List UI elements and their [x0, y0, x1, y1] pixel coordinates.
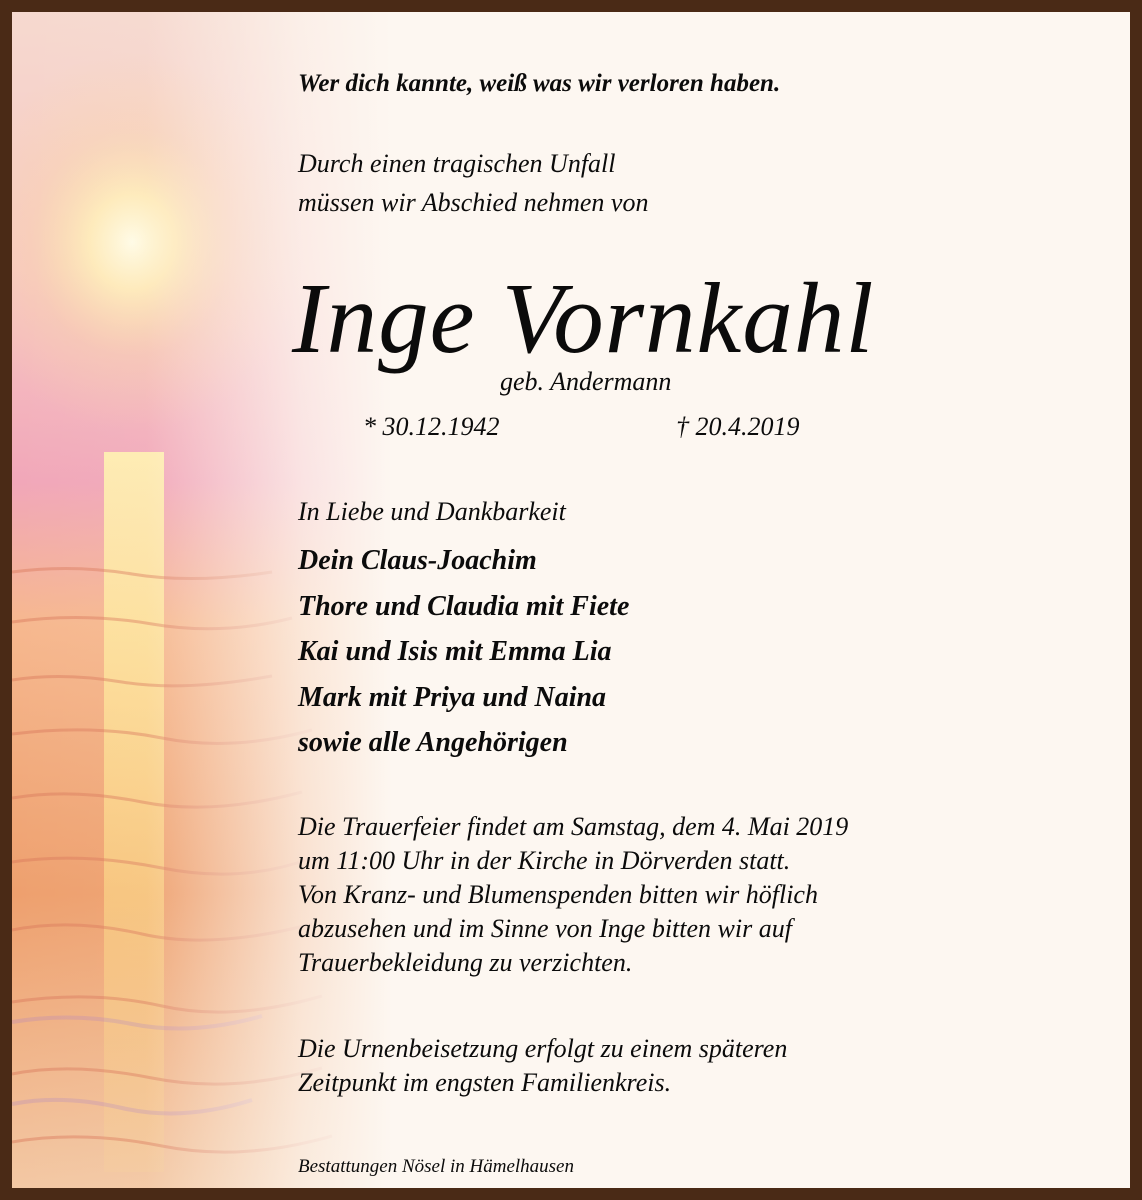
burial-line: Die Urnenbeisetzung erfolgt zu einem späteren	[298, 1034, 788, 1063]
death-date: † 20.4.2019	[676, 412, 800, 441]
mourner-line: Kai und Isis mit Emma Lia	[298, 636, 612, 667]
burial-info	[298, 1032, 787, 1100]
love-line: In Liebe und Dankbarkeit	[298, 497, 566, 526]
deceased-name: Inge Vornkahl	[292, 262, 875, 374]
intro-text	[298, 144, 648, 222]
ceremony-line: um 11:00 Uhr in der Kirche in Dörverden statt.	[298, 846, 791, 875]
mourner-line: Thore und Claudia mit Fiete	[298, 590, 630, 622]
intro-line: müssen wir Abschied nehmen von	[298, 188, 649, 217]
ceremony-line: Trauerbekleidung zu verzichten.	[298, 948, 633, 977]
undertaker-credit: Bestattungen Nösel in Hämelhausen	[298, 1156, 574, 1177]
ceremony-info	[298, 810, 848, 980]
mourner-line: sowie alle Angehörigen	[298, 727, 568, 758]
mourner-line: Mark mit Priya und Naina	[298, 681, 607, 713]
maiden-name: geb. Andermann	[500, 367, 672, 396]
mourner-line: Dein Claus-Joachim	[298, 545, 537, 576]
motto-line: Wer dich kannte, weiß was wir verloren haben.	[298, 70, 781, 97]
birth-date: * 30.12.1942	[363, 412, 500, 441]
ceremony-line: Von Kranz- und Blumenspenden bitten wir höflich	[298, 880, 818, 909]
mourners-list	[298, 538, 629, 766]
burial-line: Zeitpunkt im engsten Familienkreis.	[298, 1068, 672, 1097]
ceremony-line: abzusehen und im Sinne von Inge bitten wir auf	[298, 914, 792, 943]
ceremony-line: Die Trauerfeier findet am Samstag, dem 4. Mai 2019	[298, 812, 849, 841]
intro-line: Durch einen tragischen Unfall	[298, 149, 616, 178]
